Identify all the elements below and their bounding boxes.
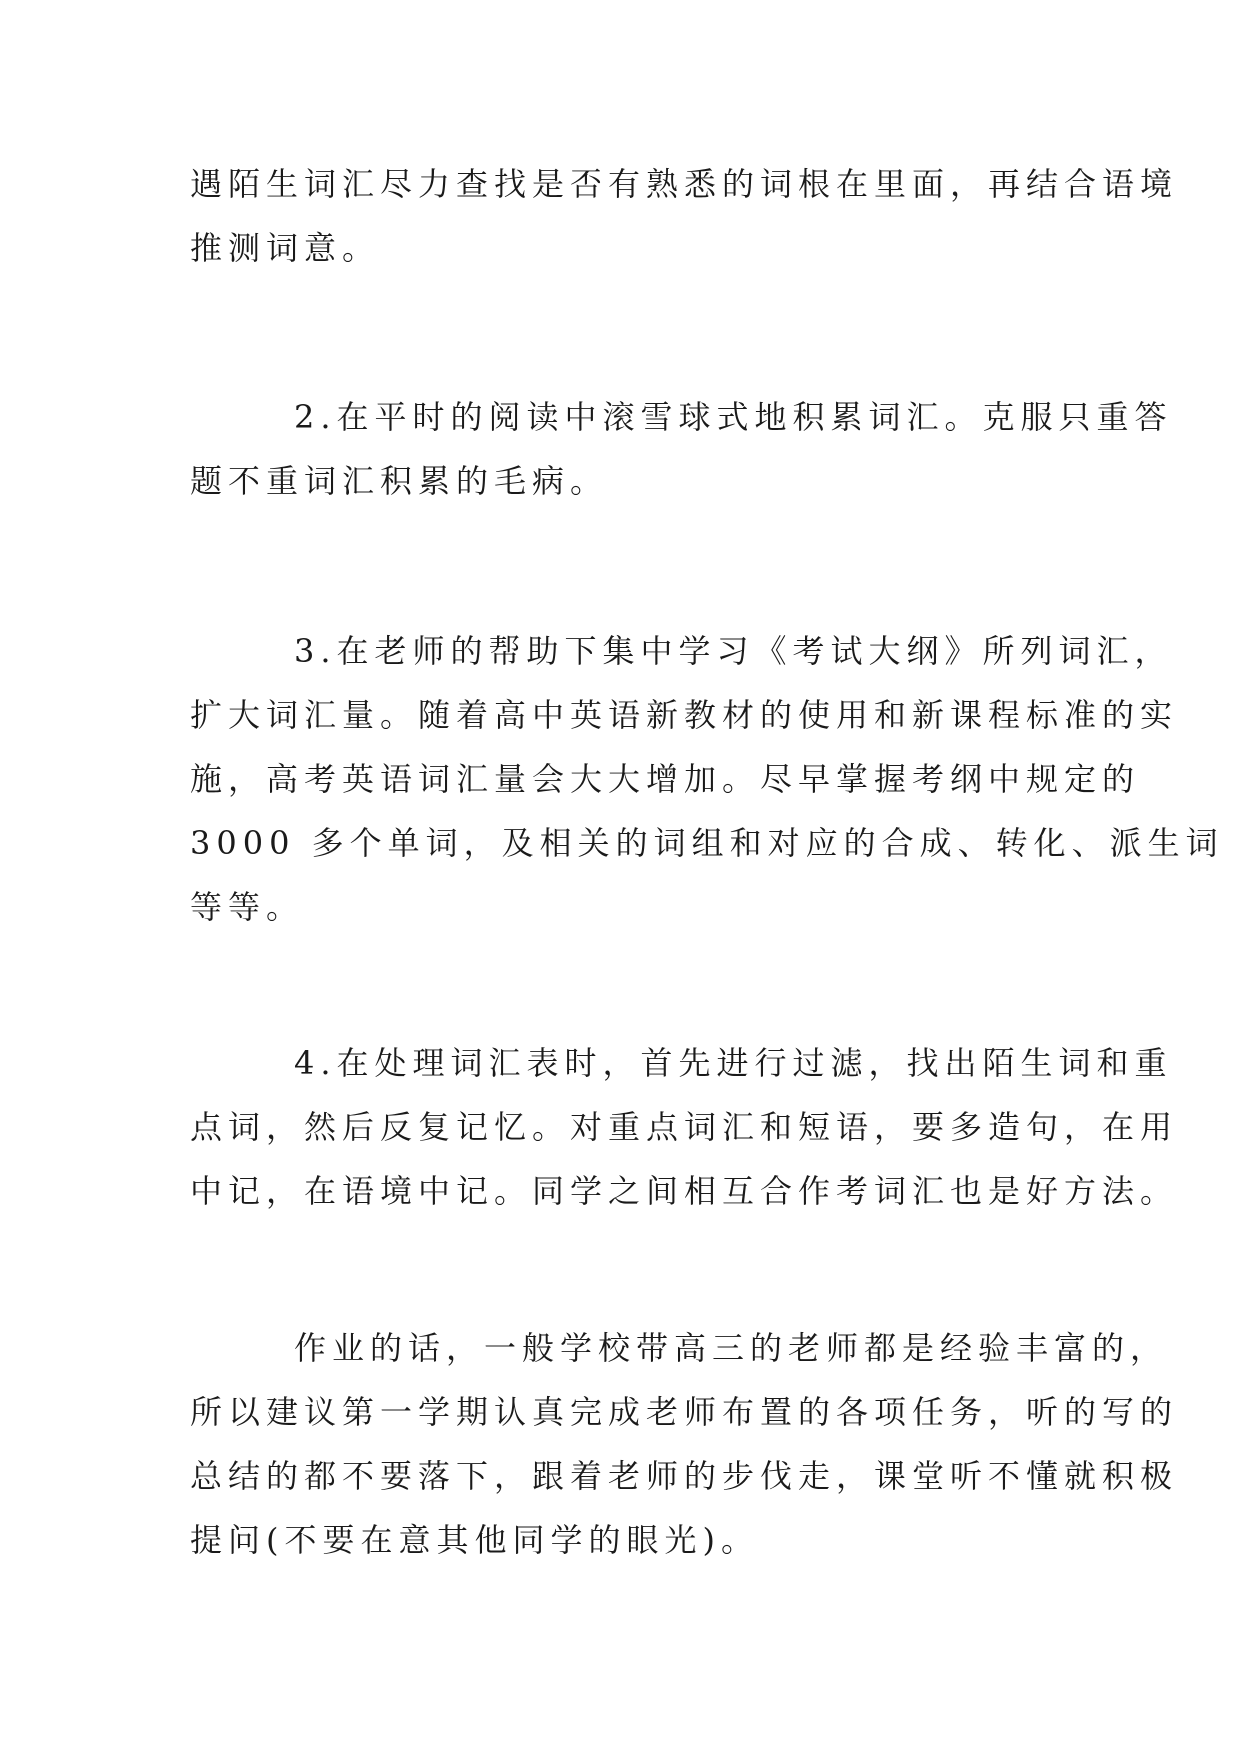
text-line: 2.在平时的阅读中滚雪球式地积累词汇。克服只重答 bbox=[294, 398, 1173, 436]
text-line: 推测词意。 bbox=[190, 229, 381, 267]
text-line: 中记，在语境中记。同学之间相互合作考词汇也是好方法。 bbox=[190, 1172, 1179, 1210]
text-line: 等等。 bbox=[190, 888, 305, 926]
text-line: 总结的都不要落下，跟着老师的步伐走，课堂听不懂就积极 bbox=[190, 1457, 1179, 1495]
text-line: 题不重词汇积累的毛病。 bbox=[190, 462, 609, 500]
text-line: 提问(不要在意其他同学的眼光)。 bbox=[190, 1521, 759, 1559]
paragraph-item-3 bbox=[190, 619, 1224, 939]
text-line: 点词，然后反复记忆。对重点词汇和短语，要多造句，在用 bbox=[190, 1108, 1179, 1146]
paragraph-homework bbox=[190, 1316, 1179, 1572]
text-line: 3000 多个单词，及相关的词组和对应的合成、转化、派生词 bbox=[190, 824, 1224, 862]
text-line: 4.在处理词汇表时，首先进行过滤，找出陌生词和重 bbox=[294, 1044, 1173, 1082]
paragraph-item-2 bbox=[190, 385, 1173, 513]
text-line: 遇陌生词汇尽力查找是否有熟悉的词根在里面，再结合语境 bbox=[190, 165, 1179, 203]
text-line: 施，高考英语词汇量会大大增加。尽早掌握考纲中规定的 bbox=[190, 760, 1141, 798]
text-line: 作业的话，一般学校带高三的老师都是经验丰富的， bbox=[294, 1329, 1169, 1367]
paragraph-vocabulary-roots bbox=[190, 152, 1179, 280]
text-line: 所以建议第一学期认真完成老师布置的各项任务，听的写的 bbox=[190, 1393, 1179, 1431]
text-line: 扩大词汇量。随着高中英语新教材的使用和新课程标准的实 bbox=[190, 696, 1179, 734]
paragraph-item-4 bbox=[190, 1031, 1179, 1223]
text-line: 3.在老师的帮助下集中学习《考试大纲》所列词汇， bbox=[294, 632, 1173, 670]
